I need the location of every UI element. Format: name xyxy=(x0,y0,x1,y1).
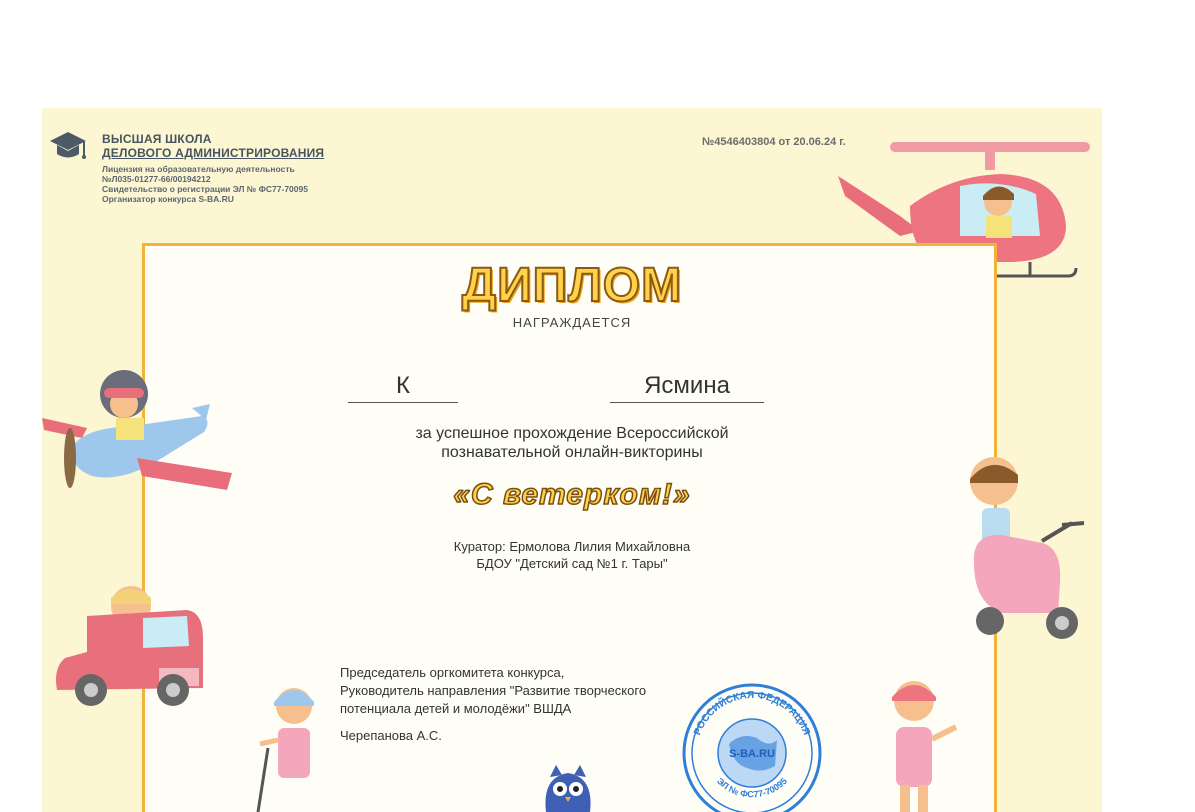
diploma-sheet xyxy=(42,108,1102,812)
seal-stamp xyxy=(677,678,827,812)
kid-illustration xyxy=(872,673,962,812)
org-name-line1: ВЫСШАЯ ШКОЛА xyxy=(102,132,212,146)
institution-name: БДОУ "Детский сад №1 г. Тары" xyxy=(476,556,668,571)
chair-line2: Руководитель направления "Развитие творческого xyxy=(340,683,647,698)
airplane-illustration xyxy=(42,348,242,518)
org-license-number: №Л035-01277-66/00194212 xyxy=(102,174,211,184)
diploma-title: ДИПЛОМ xyxy=(461,259,683,312)
kick-scooter-illustration xyxy=(252,678,332,812)
org-organizer: Организатор конкурса S-BA.RU xyxy=(102,194,234,204)
org-name-line2: ДЕЛОВОГО АДМИНИСТРИРОВАНИЯ xyxy=(102,146,325,160)
award-reason-line2: познавательной онлайн-викторины xyxy=(441,444,703,461)
organization-header xyxy=(102,132,324,204)
org-license: Лицензия на образовательную деятельность xyxy=(102,164,295,174)
curator-name: Куратор: Ермолова Лилия Михайловна xyxy=(453,539,691,554)
award-reason-line1: за успешное прохождение Всероссийской xyxy=(415,425,729,442)
org-certificate: Свидетельство о регистрации ЭЛ № ФС77-70095 xyxy=(102,184,308,194)
diploma-number: №4546403804 от 20.06.24 г. xyxy=(702,136,846,148)
car-illustration xyxy=(47,578,217,718)
seal-text-bottom: ЭЛ № ФС77-70095 xyxy=(715,775,789,800)
quiz-name: «С ветерком!» xyxy=(453,478,691,511)
owl-mascot-illustration xyxy=(538,763,598,812)
recipient-surname: К xyxy=(348,372,458,403)
seal-text-top: РОССИЙСКАЯ ФЕДЕРАЦИЯ xyxy=(692,689,812,737)
recipient-first-name: Ясмина xyxy=(610,372,764,403)
diploma-subtitle: НАГРАЖДАЕТСЯ xyxy=(512,315,632,330)
graduation-cap-icon xyxy=(48,128,88,166)
chair-line1: Председатель оргкомитета конкурса, xyxy=(340,665,565,680)
chair-title xyxy=(340,664,646,718)
chair-name: Черепанова А.С. xyxy=(340,728,442,743)
seal-text-site: S-BA.RU xyxy=(729,748,775,760)
scooter-illustration xyxy=(962,453,1097,653)
chair-line3: потенциала детей и молодёжи" ВШДА xyxy=(340,701,572,716)
curator-block xyxy=(42,538,1102,572)
